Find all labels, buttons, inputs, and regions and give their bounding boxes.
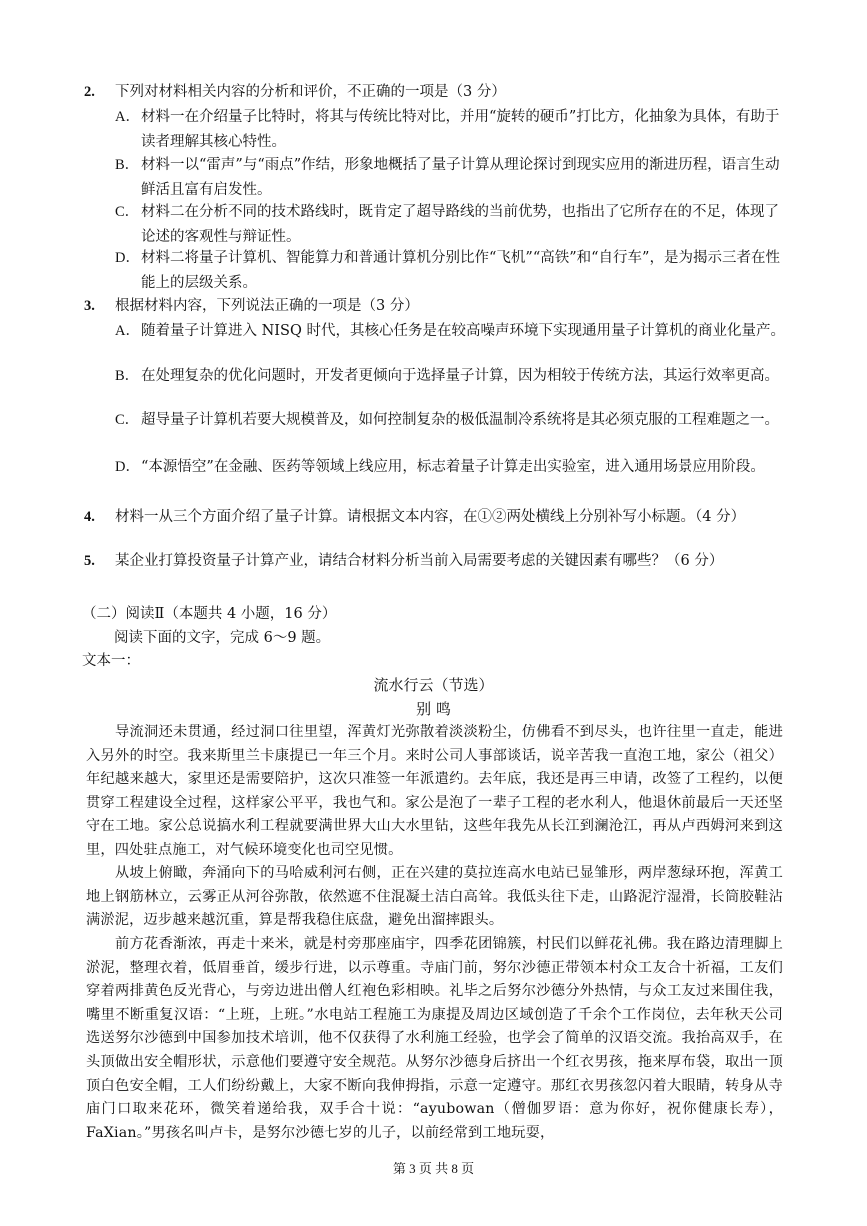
article-paragraph: 前方花香渐浓，再走十来米，就是村旁那座庙宇，四季花团锦簇，村民们以鲜花礼佛。我在路边清理脚上淤泥，整理衣着，低眉垂首，缓步行进，以示尊重。寺庙门前，努尔沙德正带领本村众工友合十祈福，工友们穿着两排黄色反光背心，与旁边进出僧人红袍色彩相映。礼毕之后努尔沙德分外热情，与众工友过来围住我，嘴里不断重复汉语：“上班，上班。”水电站工程施工为康提及周边区域创造了千余个工作岗位，去年秋天公司选送努尔沙德到中国参加技术培训，他不仅获得了水利施工经验，也学会了简单的汉语交流。我抬高双手，在头顶做出安全帽形状，示意他们要遵守安全规范。从努尔沙德身后挤出一个红衣男孩，拖来厚布袋，取出一顶顶白色安全帽，工人们纷纷戴上，大家不断向我伸拇指，示意一定遵守。那红衣男孩忽闪着大眼睛，转身从寺庙门口取来花环，微笑着递给我，双手合十说：“ayubowan（僧伽罗语：意为你好，祝你健康长寿），FaXian。”男孩名叫卢卡，是努尔沙德七岁的儿子，以前经常到工地玩耍， xyxy=(86,936,783,1141)
section-instruction: 阅读下面的文字，完成 6～9 题。 xyxy=(114,630,331,646)
q2-option-d[interactable] xyxy=(115,246,787,295)
option-label: B． xyxy=(115,157,140,173)
option-text: “本源悟空”在金融、医药等领域上线应用，标志着量子计算走出实验室，进入通用场景应用阶段。 xyxy=(141,459,765,475)
option-label: B． xyxy=(115,368,140,384)
option-text: 超导量子计算机若要大规模普及，如何控制复杂的极低温制冷系统将是其必须克服的工程难题之一。 xyxy=(141,412,779,428)
option-label: A． xyxy=(115,323,140,339)
option-text: 材料一以“雷声”与“雨点”作结，形象地概括了量子计算从理论探讨到现实应用的渐进历程，语言生动鲜活且富有启发性。 xyxy=(141,157,780,198)
q2-option-a[interactable] xyxy=(115,105,787,154)
q3-option-b[interactable] xyxy=(115,364,787,389)
question-3-stem: 根据材料内容，下列说法正确的一项是（3 分） xyxy=(115,298,419,314)
option-label: C． xyxy=(115,204,140,220)
option-text: 材料二在分析不同的技术路线时，既肯定了超导路线的当前优势，也指出了它所存在的不足，体现了论述的客观性与辩证性。 xyxy=(141,204,779,245)
question-5-stem: 某企业打算投资量子计算产业，请结合材料分析当前入局需要考虑的关键因素有哪些？（6 分） xyxy=(115,553,724,569)
option-text: 随着量子计算进入 NISQ 时代，其核心任务是在较高噪声环境下实现通用量子计算机的商业化量产。 xyxy=(141,323,785,339)
q3-option-d[interactable] xyxy=(115,455,787,480)
option-text: 材料二将量子计算机、智能算力和普通计算机分别比作“飞机”“高铁”和“自行车”，是为揭示三者在性能上的层级关系。 xyxy=(141,250,780,291)
option-label: A． xyxy=(115,109,140,125)
question-number: 3. xyxy=(84,298,95,314)
question-4-stem: 材料一从三个方面介绍了量子计算。请根据文本内容，在①②两处横线上分别补写小标题。（4 分） xyxy=(115,509,746,525)
q2-option-c[interactable] xyxy=(115,200,787,249)
question-2-stem: 下列对材料相关内容的分析和评价，不正确的一项是（3 分） xyxy=(115,84,506,100)
q3-option-a[interactable] xyxy=(115,319,787,344)
option-text: 在处理复杂的优化问题时，开发者更倾向于选择量子计算，因为相较于传统方法，其运行效率更高。 xyxy=(141,368,779,384)
q2-option-b[interactable] xyxy=(115,153,787,202)
question-number: 2. xyxy=(84,84,95,100)
option-label: D． xyxy=(115,250,140,266)
article-author: 别 鸣 xyxy=(416,700,451,718)
text-label: 文本一： xyxy=(82,653,140,669)
option-text: 材料一在介绍量子比特时，将其与传统比特对比，并用“旋转的硬币”打比方，化抽象为具体，有助于读者理解其核心特性。 xyxy=(141,109,780,150)
article-paragraph: 导流洞还未贯通，经过洞口往里望，浑黄灯光弥散着淡淡粉尘，仿佛看不到尽头，也许往里一直走，能进入另外的时空。我来斯里兰卡康提已一年三个月。来时公司人事部谈话，说辛苦我一直泡工地，家公（祖父）年纪越来越大，家里还是需要陪护，这次只准签一年派遣约。去年底，我还是再三申请，改签了工程约，以便贯穿工程建设全过程，这样家公平平，我也气和。家公是泡了一辈子工程的老水利人，他退休前最后一天还坚守在工地。家公总说搞水利工程就要满世界大山大水里钻，这些年我先从长江到澜沧江，再从卢西姆河来到这里，四处驻点施工，对气候环境变化也司空见惯。 xyxy=(86,724,783,858)
section-title: （二）阅读Ⅱ（本题共 4 小题，16 分） xyxy=(82,606,337,622)
page-footer: 第 3 页 共 8 页 xyxy=(392,1161,475,1176)
option-label: D． xyxy=(115,459,140,475)
option-label: C． xyxy=(115,412,140,428)
q3-option-c[interactable] xyxy=(115,408,787,433)
article-title: 流水行云（节选） xyxy=(373,676,494,694)
article-paragraph: 从坡上俯瞰，奔涌向下的马哈威利河右侧，正在兴建的莫拉连高水电站已显雏形，两岸葱绿环抱，浑黄工地上钢筋林立，云雾正从河谷弥散，依然遮不住混凝土洁白高耸。我低头往下走，山路泥泞湿滑，长筒胶鞋沾满淤泥，迈步越来越沉重，算是帮我稳住底盘，避免出溜摔跟头。 xyxy=(86,865,783,929)
question-number: 4. xyxy=(84,509,95,525)
question-number: 5. xyxy=(84,553,95,569)
